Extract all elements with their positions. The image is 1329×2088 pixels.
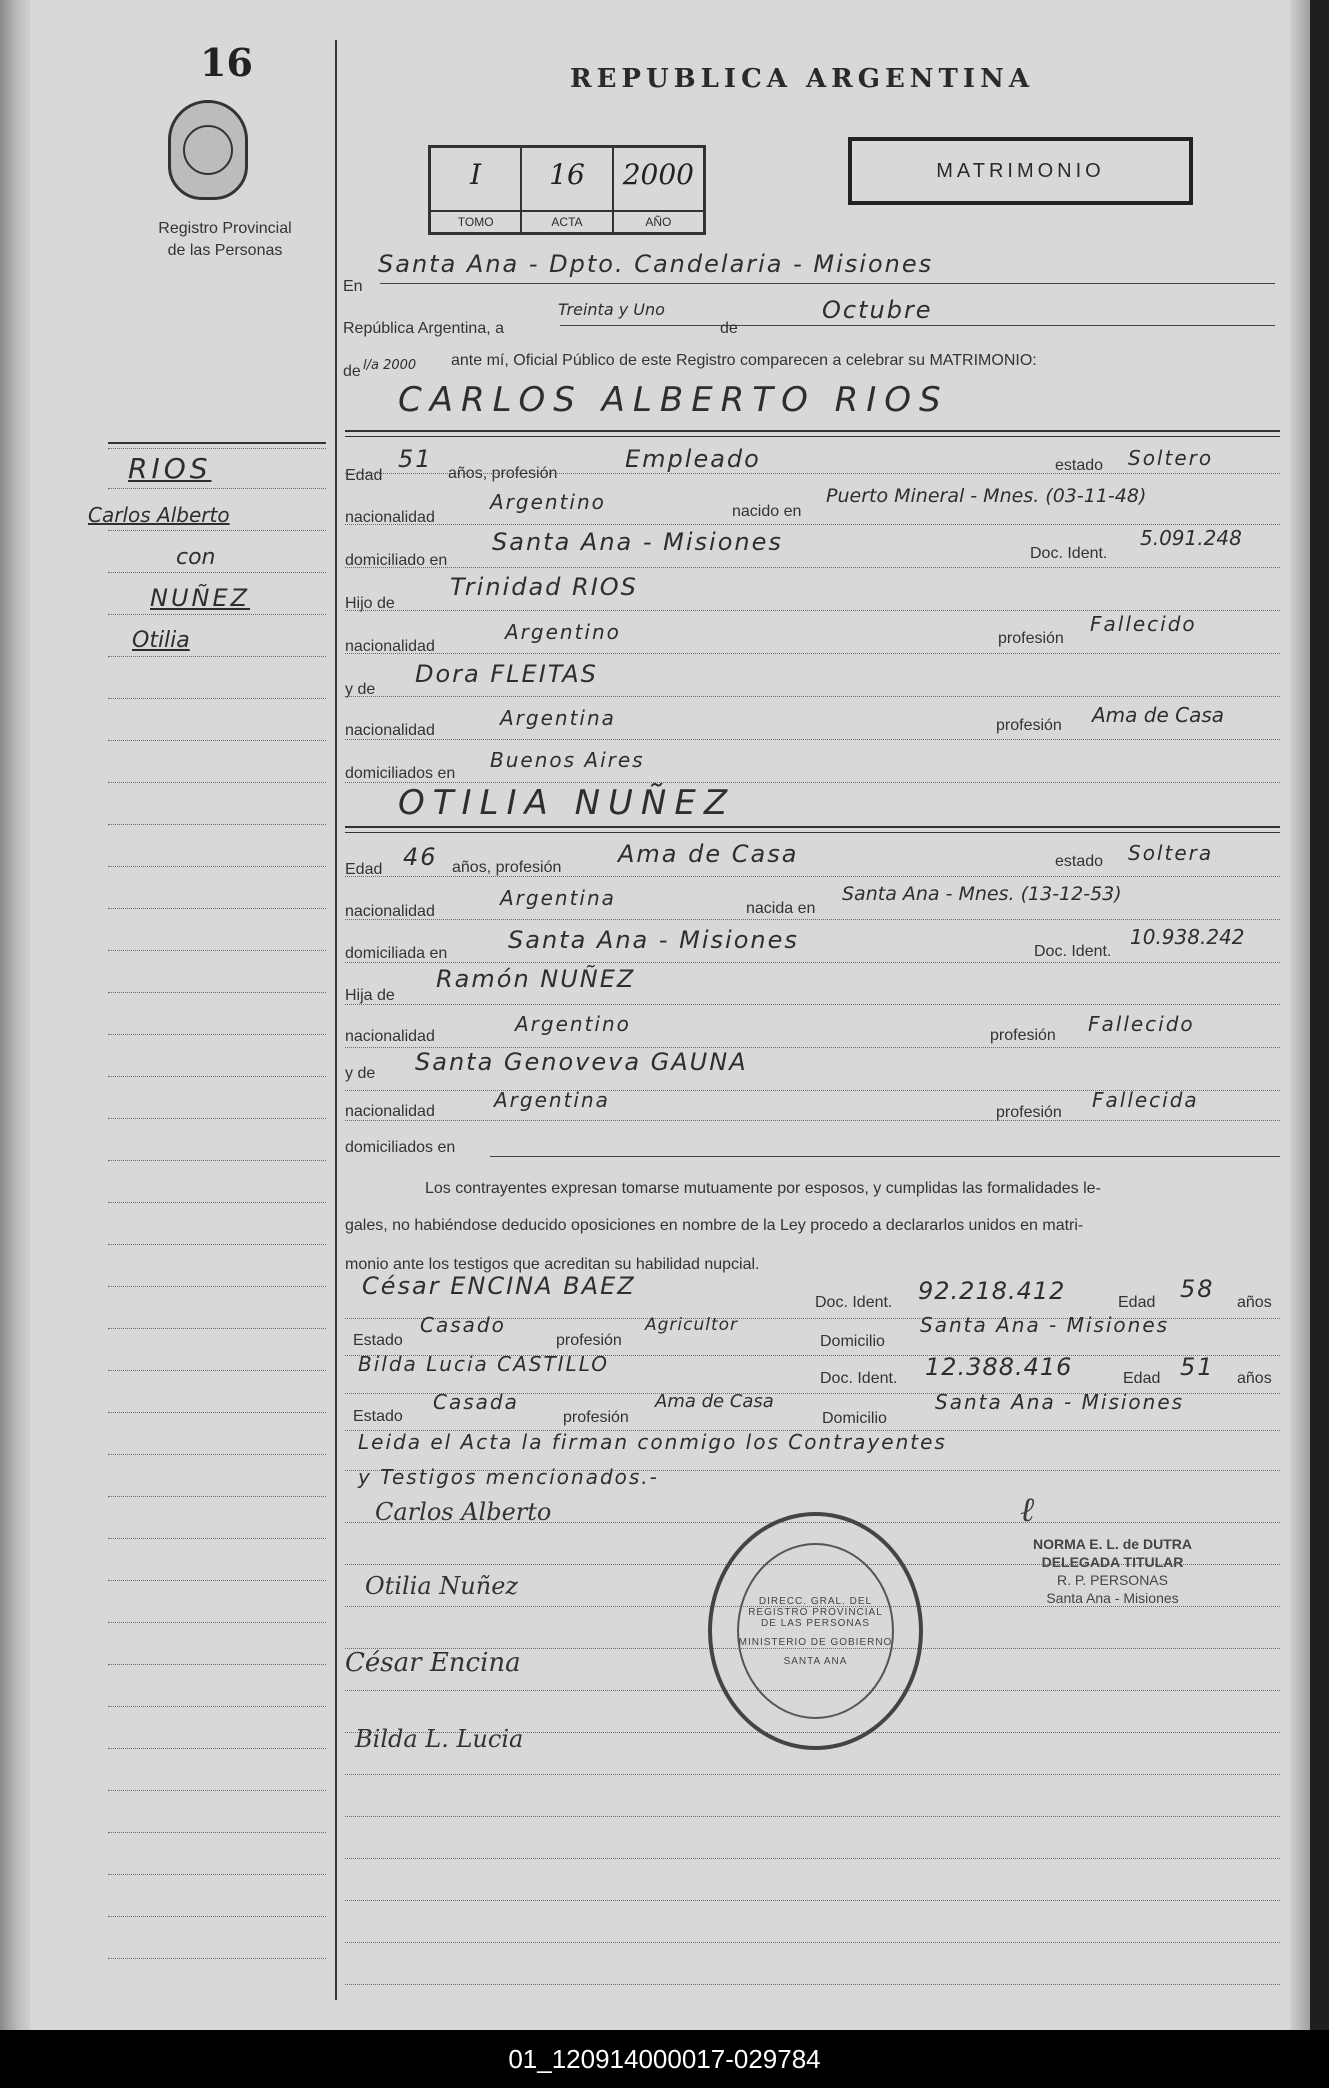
registry-line: Registro Provincial — [158, 220, 292, 237]
text-rule — [345, 696, 1280, 697]
margin-note: NUÑEZ — [150, 584, 251, 612]
signature-groom: Carlos Alberto — [375, 1498, 552, 1526]
margin-divider — [335, 40, 337, 2000]
section-rule — [345, 826, 1280, 828]
doc-label: Doc. Ident. — [820, 1370, 898, 1387]
margin-rule — [108, 866, 326, 867]
text-rule — [345, 1816, 1280, 1817]
groom-mother: Dora FLEITAS — [415, 660, 598, 688]
age-label: Edad — [1118, 1294, 1156, 1311]
groom-mother-profession: Ama de Casa — [1092, 703, 1225, 727]
bride-name: OTILIA NUÑEZ — [398, 783, 736, 823]
father-prof-label: profesión — [990, 1027, 1056, 1044]
nationality-label: nacionalidad — [345, 509, 435, 526]
official-stamp — [1010, 1535, 1215, 1607]
groom-doc: 5.091.248 — [1140, 526, 1242, 550]
signature-witness-2: Bilda L. Lucia — [355, 1725, 524, 1753]
margin-rule — [108, 1664, 326, 1665]
margin-rule — [108, 1790, 326, 1791]
margin-note: Carlos Alberto — [88, 503, 230, 527]
margin-rule — [108, 656, 326, 657]
domicile-label: domiciliado en — [345, 552, 448, 569]
country-title: REPUBLICA ARGENTINA — [570, 64, 1035, 94]
official-signature-mark: ℓ — [1020, 1490, 1035, 1530]
year-prefix-label: de — [343, 363, 361, 380]
witness-2-name: Bilda Lucia CASTILLO — [358, 1352, 609, 1376]
acta-label: ACTA — [522, 210, 611, 232]
tomo-cell — [431, 148, 522, 232]
text-rule — [490, 1156, 1280, 1157]
declaration-line: gales, no habiéndose deducido oposiciones en nombre de la Ley procedo a declararlos unidos en matri- — [345, 1217, 1084, 1234]
text-rule — [345, 919, 1280, 920]
prof-label: profesión — [563, 1409, 629, 1426]
declaration-line: Los contrayentes expresan tomarse mutuamente por esposos, y cumplidas las formalidades le- — [425, 1180, 1101, 1197]
republic-label: República Argentina, a — [343, 320, 504, 337]
text-rule — [380, 283, 1275, 284]
margin-rule — [108, 1370, 326, 1371]
groom-father-profession: Fallecido — [1090, 612, 1197, 636]
margin-rule — [108, 1916, 326, 1917]
age-label: Edad — [1123, 1370, 1161, 1387]
groom-father: Trinidad RIOS — [450, 573, 638, 601]
doc-label: Doc. Ident. — [815, 1294, 893, 1311]
mother-nat-label: nacionalidad — [345, 722, 435, 739]
margin-rule — [108, 614, 326, 615]
witness-2-age: 51 — [1180, 1353, 1215, 1381]
bride-state: Soltera — [1128, 841, 1214, 865]
margin-rule — [108, 572, 326, 573]
profession-label: años, profesión — [448, 465, 558, 482]
groom-father-nationality: Argentino — [505, 620, 621, 644]
margin-rule — [108, 1412, 326, 1413]
text-rule — [345, 610, 1280, 611]
margin-rule — [108, 1076, 326, 1077]
years-label: años — [1237, 1370, 1272, 1387]
margin-rule — [108, 1034, 326, 1035]
closing-line: Leida el Acta la firman conmigo los Contrayentes — [358, 1430, 947, 1454]
acta-cell — [522, 148, 613, 232]
section-rule — [345, 430, 1280, 432]
witness-1-doc: 92.218.412 — [918, 1277, 1066, 1305]
margin-rule — [108, 488, 326, 489]
margin-rule — [108, 530, 326, 531]
bride-doc: 10.938.242 — [1130, 925, 1245, 949]
text-rule — [345, 739, 1280, 740]
birth-label: nacido en — [732, 503, 802, 520]
seal-outer-text: DIRECC. GRAL. DEL REGISTRO PROVINCIAL DE LAS PERSONAS — [748, 1595, 883, 1629]
groom-birthplace: Puerto Mineral - Mnes. (03-11-48) — [826, 485, 1147, 507]
text-rule — [560, 325, 1275, 326]
dom-label: Domicilio — [822, 1410, 887, 1427]
mother-prof-label: profesión — [996, 1104, 1062, 1121]
state-label: Estado — [353, 1408, 403, 1425]
margin-rule — [108, 908, 326, 909]
margin-rule — [108, 992, 326, 993]
groom-mother-nationality: Argentina — [500, 706, 616, 730]
en-label: En — [343, 278, 363, 295]
registry-line: de las Personas — [167, 242, 283, 259]
book-reference — [428, 145, 706, 235]
ano-cell — [614, 148, 703, 232]
years-label: años — [1237, 1294, 1272, 1311]
page-number: 16 — [200, 40, 253, 85]
state-label: estado — [1055, 853, 1104, 870]
parents-domicile-label: domiciliados en — [345, 1139, 456, 1156]
father-nat-label: nacionalidad — [345, 1028, 435, 1045]
father-label: Hijo de — [345, 595, 395, 612]
registry-name — [130, 218, 320, 262]
parents-domicile-label: domiciliados en — [345, 765, 456, 782]
groom-domicile: Santa Ana - Misiones — [492, 528, 783, 556]
ano-value: 2000 — [622, 158, 694, 191]
mother-prof-label: profesión — [996, 717, 1062, 734]
margin-note: con — [176, 545, 216, 570]
signature-bride: Otilia Nuñez — [365, 1572, 519, 1600]
official-location: Santa Ana - Misiones — [1046, 1590, 1179, 1606]
book-binding — [0, 0, 30, 2030]
text-rule — [345, 1900, 1280, 1901]
text-rule — [345, 1120, 1280, 1121]
section-rule — [345, 832, 1280, 833]
margin-rule — [108, 1496, 326, 1497]
margin-rule — [108, 740, 326, 741]
tomo-value: I — [470, 158, 482, 191]
father-label: Hija de — [345, 987, 395, 1004]
margin-rule — [108, 1706, 326, 1707]
text-rule — [345, 1858, 1280, 1859]
margin-rule — [108, 1832, 326, 1833]
text-rule — [345, 524, 1280, 525]
month-value: Octubre — [822, 296, 933, 324]
margin-rule — [108, 1538, 326, 1539]
doc-label: Doc. Ident. — [1030, 545, 1108, 562]
year-value: l/a 2000 — [363, 358, 417, 373]
nationality-label: nacionalidad — [345, 903, 435, 920]
text-rule — [345, 1774, 1280, 1775]
page-edge — [1290, 0, 1310, 2030]
witness-1-domicile: Santa Ana - Misiones — [920, 1313, 1170, 1337]
section-rule — [345, 436, 1280, 437]
seal-text — [712, 1516, 919, 1746]
declaration-line: monio ante los testigos que acreditan su habilidad nupcial. — [345, 1256, 760, 1273]
bride-father: Ramón NUÑEZ — [436, 965, 636, 993]
groom-age: 51 — [398, 445, 433, 473]
margin-rule — [108, 1328, 326, 1329]
birth-label: nacida en — [746, 900, 816, 917]
margin-rule — [108, 1286, 326, 1287]
text-rule — [345, 1004, 1280, 1005]
margin-rule — [108, 950, 326, 951]
margin-rule — [108, 1202, 326, 1203]
place-value: Santa Ana - Dpto. Candelaria - Misiones — [378, 250, 934, 278]
scan-id-footer: 01_120914000017-029784 — [0, 2030, 1329, 2088]
witness-1-age: 58 — [1180, 1275, 1215, 1303]
witness-1-name: César ENCINA BAEZ — [362, 1272, 636, 1300]
closing-line: y Testigos mencionados.- — [358, 1465, 659, 1489]
official-office: R. P. PERSONAS — [1056, 1572, 1168, 1588]
witness-2-state: Casada — [433, 1390, 519, 1414]
groom-parents-domicile: Buenos Aires — [490, 748, 645, 772]
witness-2-doc: 12.388.416 — [925, 1353, 1073, 1381]
text-rule — [345, 1984, 1280, 1985]
mother-label: y de — [345, 1065, 376, 1082]
witness-2-profession: Ama de Casa — [655, 1391, 774, 1412]
record-type-box: MATRIMONIO — [848, 137, 1193, 205]
doc-label: Doc. Ident. — [1034, 943, 1112, 960]
de-label: de — [720, 320, 738, 337]
margin-rule — [108, 1118, 326, 1119]
bride-mother: Santa Genoveva GAUNA — [415, 1048, 748, 1076]
text-rule — [345, 1942, 1280, 1943]
seal-bottom-text: SANTA ANA — [783, 1655, 848, 1667]
seal-inner-text: MINISTERIO DE GOBIERNO — [738, 1636, 893, 1648]
groom-name: CARLOS ALBERTO RIOS — [398, 380, 949, 420]
bride-nationality: Argentina — [500, 886, 616, 910]
bride-father-profession: Fallecido — [1088, 1012, 1195, 1036]
mother-label: y de — [345, 681, 376, 698]
margin-rule — [108, 824, 326, 825]
bride-profession: Ama de Casa — [618, 840, 799, 868]
margin-rule — [108, 782, 326, 783]
bride-mother-profession: Fallecida — [1092, 1088, 1199, 1112]
acta-value: 16 — [549, 158, 585, 191]
margin-note: Otilia — [132, 628, 190, 653]
state-label: estado — [1055, 457, 1104, 474]
witness-1-profession: Agricultor — [645, 1315, 739, 1335]
margin-rule — [108, 1958, 326, 1959]
mother-nat-label: nacionalidad — [345, 1103, 435, 1120]
province-seal-icon — [168, 100, 248, 200]
statement-text: ante mí, Oficial Público de este Registro comparecen a celebrar su MATRIMONIO: — [451, 352, 1037, 369]
age-label: Edad — [345, 467, 383, 484]
margin-note: RIOS — [128, 452, 212, 485]
groom-profession: Empleado — [625, 445, 761, 473]
father-prof-label: profesión — [998, 630, 1064, 647]
ano-label: AÑO — [614, 210, 703, 232]
text-rule — [345, 962, 1280, 963]
domicile-label: domiciliada en — [345, 945, 448, 962]
margin-rule — [108, 1244, 326, 1245]
witness-1-state: Casado — [420, 1313, 506, 1337]
signature-witness-1: César Encina — [345, 1648, 521, 1678]
margin-heading-rule — [108, 442, 326, 444]
profession-label: años, profesión — [452, 859, 562, 876]
tomo-label: TOMO — [431, 210, 520, 232]
age-label: Edad — [345, 861, 383, 878]
bride-birthplace: Santa Ana - Mnes. (13-12-53) — [842, 883, 1122, 905]
text-rule — [345, 567, 1280, 568]
groom-state: Soltero — [1128, 446, 1214, 470]
bride-father-nationality: Argentino — [515, 1012, 631, 1036]
bride-domicile: Santa Ana - Misiones — [508, 926, 799, 954]
official-title: DELEGADA TITULAR — [1041, 1554, 1184, 1570]
father-nat-label: nacionalidad — [345, 638, 435, 655]
margin-rule — [108, 1748, 326, 1749]
margin-rule — [108, 1454, 326, 1455]
dom-label: Domicilio — [820, 1333, 885, 1350]
margin-rule — [108, 698, 326, 699]
margin-rule — [108, 1874, 326, 1875]
bride-age: 46 — [403, 843, 438, 871]
margin-rule — [108, 1160, 326, 1161]
margin-rule — [108, 448, 326, 449]
state-label: Estado — [353, 1332, 403, 1349]
day-value: Treinta y Uno — [558, 300, 665, 319]
text-rule — [345, 653, 1280, 654]
margin-rule — [108, 1580, 326, 1581]
prof-label: profesión — [556, 1332, 622, 1349]
registry-seal-stamp — [708, 1512, 923, 1750]
witness-2-domicile: Santa Ana - Misiones — [935, 1390, 1185, 1414]
bride-mother-nationality: Argentina — [494, 1088, 610, 1112]
official-name: NORMA E. L. de DUTRA — [1033, 1536, 1192, 1552]
margin-rule — [108, 1622, 326, 1623]
groom-nationality: Argentino — [490, 490, 606, 514]
